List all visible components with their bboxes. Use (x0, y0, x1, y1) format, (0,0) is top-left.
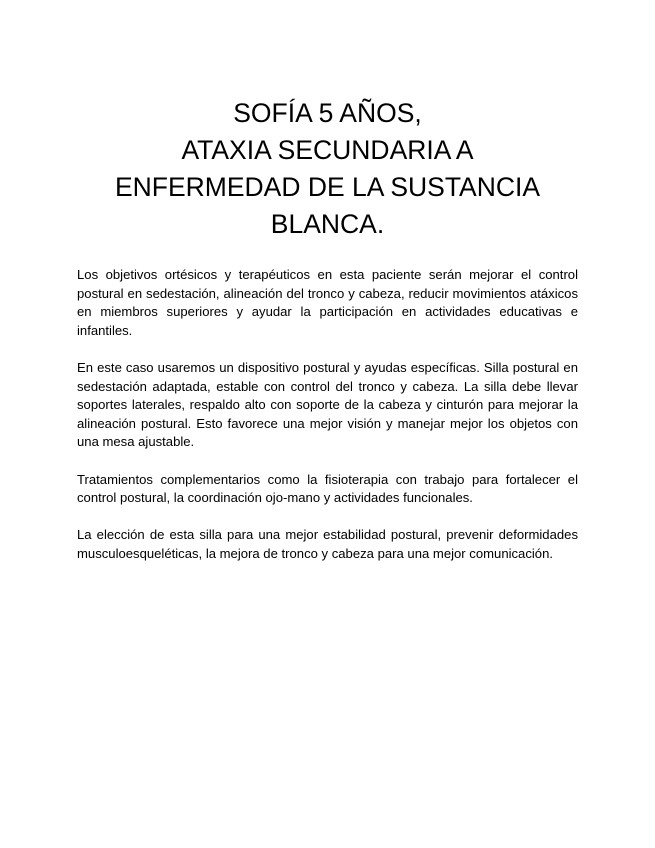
paragraph-device: En este caso usaremos un dispositivo postural y ayudas específicas. Silla postural en sedestación adaptada, estable con control del tronco y cabeza. La silla debe llevar soportes laterales, respaldo alto con soporte de la cabeza y cinturón para mejorar la alineación postural. Esto favorece una mejor visión y manejar mejor los objetos con una mesa ajustable. (77, 359, 578, 450)
title-line: ATAXIA SECUNDARIA A (181, 135, 474, 165)
document-title (40, 95, 615, 243)
title-line: ENFERMEDAD DE LA SUSTANCIA (114, 172, 541, 202)
paragraph-treatments: Tratamientos complementarios como la fisioterapia con trabajo para fortalecer el control postural, la coordinación ojo-mano y actividades funcionales. (77, 471, 578, 506)
paragraph-objectives: Los objetivos ortésicos y terapéuticos en esta paciente serán mejorar el control postural en sedestación, alineación del tronco y cabeza, reducir movimientos atáxicos en miembros superiores y ayudar la participación en actividades educativas e infantiles. (77, 267, 578, 338)
paragraph-conclusion: La elección de esta silla para una mejor estabilidad postural, prevenir deformidades musculoesqueléticas, la mejora de tronco y cabeza para una mejor comunicación. (77, 527, 578, 561)
title-line: BLANCA. (270, 209, 385, 239)
document-body (77, 266, 578, 582)
title-line: SOFÍA 5 AÑOS, (233, 98, 422, 128)
